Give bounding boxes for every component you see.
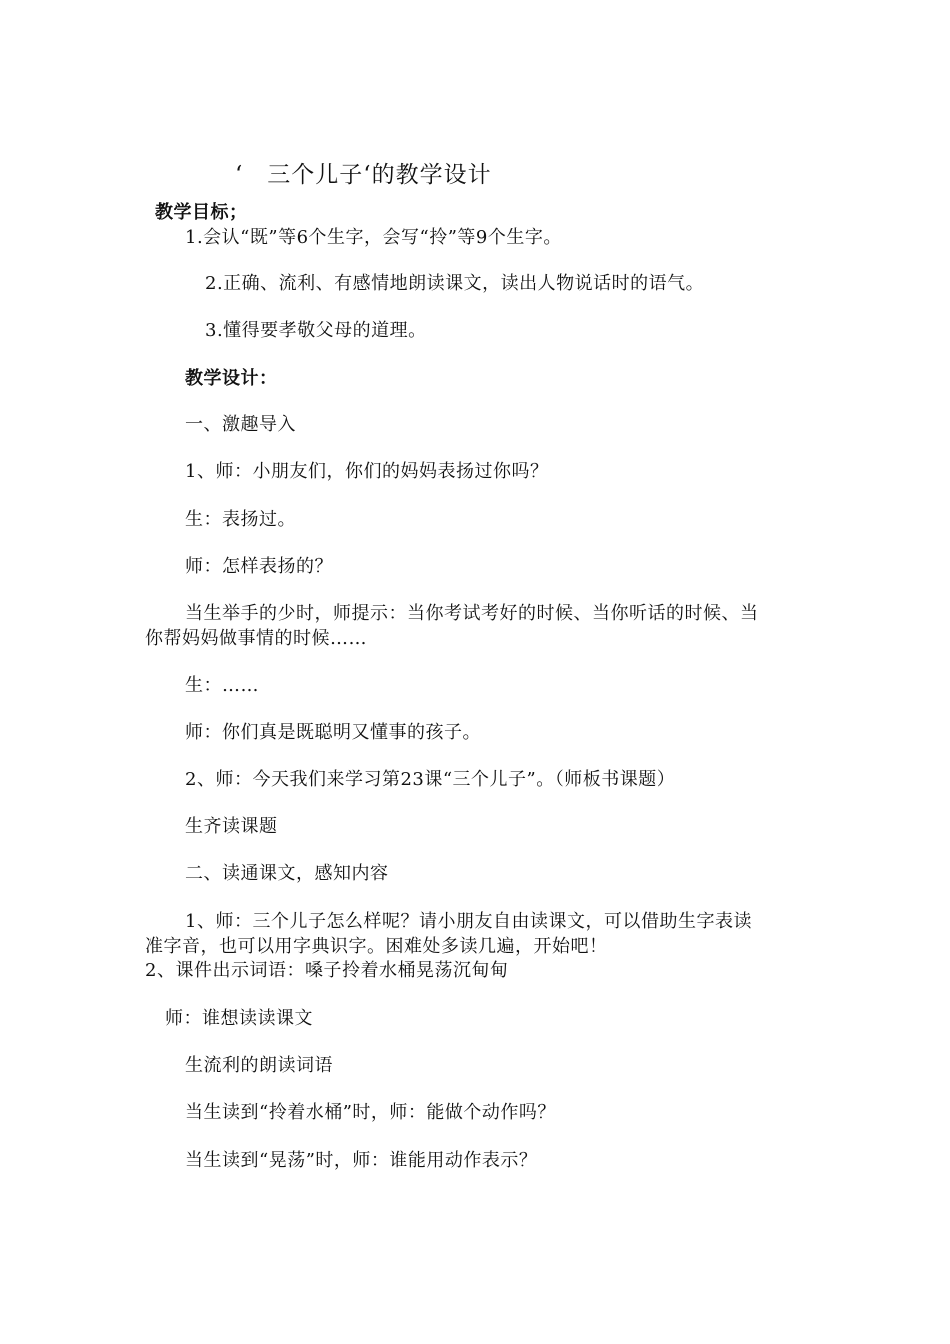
- paragraph: 生齐读课题: [185, 816, 278, 837]
- document-title: ‘ 三个儿子‘的教学设计: [235, 162, 492, 188]
- section-2-title: 二、读通课文，感知内容: [185, 863, 389, 884]
- paragraph: 你帮妈妈做事情的时候……: [145, 628, 367, 649]
- paragraph: 1、师：三个儿子怎么样呢？请小朋友自由读课文，可以借助生字表读: [185, 911, 752, 932]
- goal-item-1: 1.会认“既”等6个生字，会写“拎”等9个生字。: [185, 227, 562, 248]
- paragraph: 生：……: [185, 675, 259, 696]
- paragraph: 生：表扬过。: [185, 509, 296, 530]
- paragraph: 准字音，也可以用字典识字。困难处多读几遍，开始吧！: [145, 936, 608, 957]
- section-1-title: 一、激趣导入: [185, 414, 296, 435]
- paragraph: 师：谁想读读课文: [165, 1008, 313, 1029]
- goals-heading: 教学目标；: [155, 202, 248, 223]
- goal-item-2: 2.正确、流利、有感情地朗读课文，读出人物说话时的语气。: [205, 273, 705, 294]
- paragraph: 当生举手的少时，师提示：当你考试考好的时候、当你听话的时候、当: [185, 603, 759, 624]
- goal-item-3: 3.懂得要孝敬父母的道理。: [205, 320, 427, 341]
- paragraph: 师：你们真是既聪明又懂事的孩子。: [185, 722, 481, 743]
- paragraph: 生流利的朗读词语: [185, 1055, 333, 1076]
- paragraph: 当生读到“拎着水桶”时，师：能做个动作吗？: [185, 1102, 556, 1123]
- paragraph: 当生读到“晃荡”时，师：谁能用动作表示？: [185, 1150, 538, 1171]
- paragraph: 2、师：今天我们来学习第23课“三个儿子”。（师板书课题）: [185, 769, 676, 790]
- paragraph: 1、师：小朋友们，你们的妈妈表扬过你吗？: [185, 461, 549, 482]
- paragraph: 2、课件出示词语：嗓子拎着水桶晃荡沉甸甸: [145, 960, 509, 981]
- design-heading: 教学设计：: [185, 368, 278, 389]
- paragraph: 师：怎样表扬的？: [185, 556, 333, 577]
